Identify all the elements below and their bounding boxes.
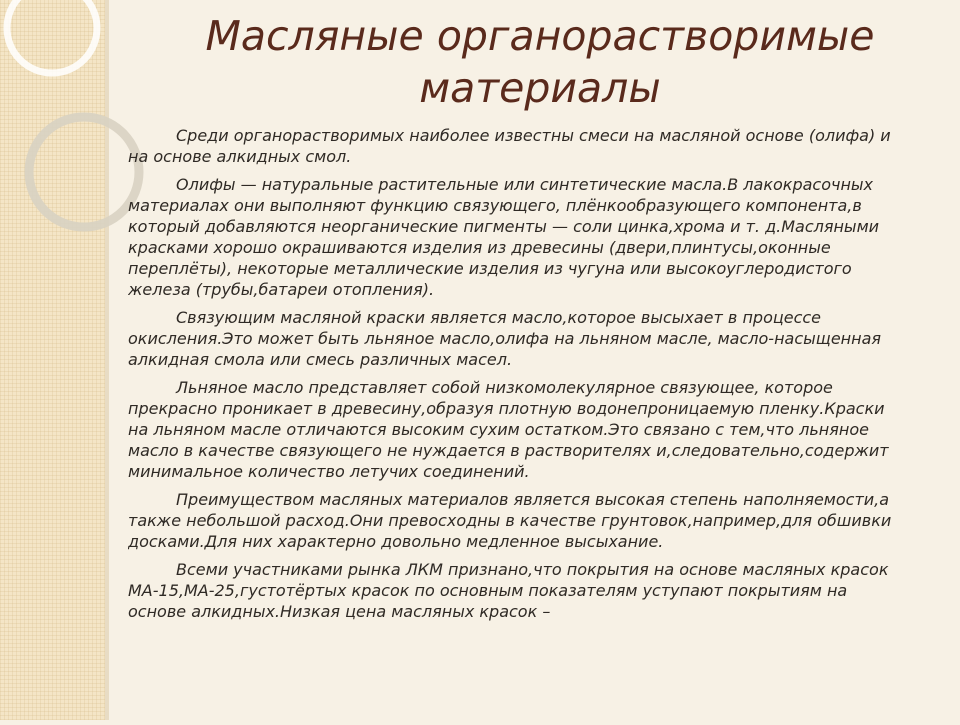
decorative-ring-small — [29, 117, 139, 227]
decorative-rings — [0, 0, 140, 300]
body-paragraph: Олифы — натуральные растительные или синтетические масла.В лакокрасочных материалах они выполняют функцию связующего, плёнкообразующего компонента,в который добавляются неорганические пигменты — соли цинка,хрома и т. д.Масляными красками хорошо окрашиваются изделия из древесины (двери,плинтусы,оконные переплёты), некоторые металлические изделия из чугуна или высокоуглеродистого железа (трубы,батареи отопления). — [128, 175, 880, 299]
body-paragraph: Среди органорастворимых наиболее известны смеси на масляной основе (олифа) и на основе алкидных смол. — [128, 126, 891, 166]
body-paragraph: Преимуществом масляных материалов является высокая степень наполняемости,а также небольшой расход.Они превосходны в качестве грунтовок,например,для обшивки досками.Для них характерно довольно медленное высыхание. — [128, 490, 892, 551]
body-paragraph: Всеми участниками рынка ЛКМ признано,что покрытия на основе масляных красок МА-15,МА-25,густотёртых красок по основным показателям уступают покрытиям на основе алкидных.Низкая цена масляных красок – — [128, 560, 889, 621]
decorative-ring-large — [7, 0, 97, 73]
body-paragraph: Льняное масло представляет собой низкомолекулярное связующее, которое прекрасно проникает в древесину,образуя плотную водонепроницаемую пленку.Краски на льняном масле отличаются высоким сухим остатком.Это связано с тем,что льняное масло в качестве связующего не нуждается в растворителях и,следовательно,содержит минимальное количество летучих соединений. — [128, 378, 889, 481]
slide-body — [128, 125, 908, 725]
slide-title: Масляные органорастворимые материалы — [205, 12, 875, 112]
body-paragraph: Связующим масляной краски является масло,которое высыхает в процессе окисления.Это может быть льняное масло,олифа на льняном масле, масло-насыщенная алкидная смола или смесь различных масел. — [128, 308, 882, 369]
